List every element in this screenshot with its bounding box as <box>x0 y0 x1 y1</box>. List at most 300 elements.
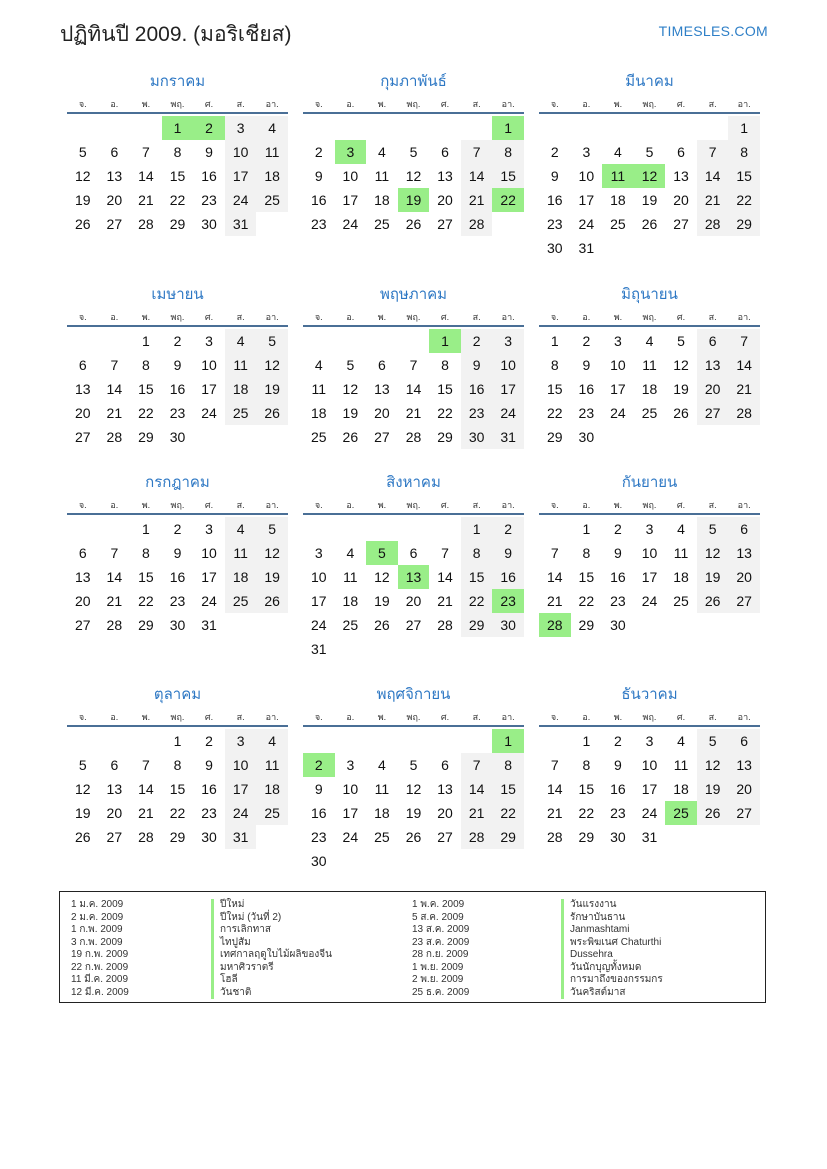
weekday-label: อา. <box>737 312 751 322</box>
day-cell: 7 <box>461 140 493 164</box>
weekday-label: อ. <box>346 712 355 722</box>
month-name: ธันวาคม <box>621 686 678 703</box>
day-cell: 1 <box>582 733 591 749</box>
weekday-label: จ. <box>550 99 559 109</box>
legend-holiday-name: ปีใหม่ <box>220 899 245 910</box>
legend-holiday-name: Dussehra <box>570 949 613 960</box>
day-cell: 15 <box>578 781 595 797</box>
day-cell: 6 <box>677 144 685 160</box>
day-cell: 29 <box>437 429 453 445</box>
day-cell: 29 <box>728 212 760 236</box>
weekday-label: พ. <box>613 99 623 109</box>
weekday-label: ศ. <box>676 99 686 109</box>
weekday-label: พฤ. <box>406 712 421 722</box>
day-cell: 26 <box>256 401 288 425</box>
day-cell: 2 <box>205 733 213 749</box>
day-cell: 29 <box>461 613 493 637</box>
weekday-header <box>67 98 288 114</box>
weekday-label: พฤ. <box>642 99 657 109</box>
day-cell: 14 <box>546 569 563 585</box>
day-cell: 26 <box>405 829 422 845</box>
day-cell: 1 <box>461 517 493 541</box>
day-cell: 24 <box>610 405 626 421</box>
day-cell: 7 <box>142 144 150 160</box>
day-cell: 17 <box>310 593 327 609</box>
day-cell: 23 <box>610 805 626 821</box>
day-cell: 17 <box>201 569 217 585</box>
day-cell: 12 <box>256 353 288 377</box>
weekday-label: จ. <box>314 500 323 510</box>
weekday-label: อา. <box>265 712 279 722</box>
day-cell: 8 <box>441 357 449 373</box>
day-cell: 24 <box>310 617 327 633</box>
weekday-label: อา. <box>737 99 751 109</box>
day-cell: 27 <box>728 589 760 613</box>
day-cell: 28 <box>461 825 493 849</box>
legend-holiday-name: โฮลี <box>220 974 238 985</box>
day-cell: 6 <box>441 757 449 773</box>
weekday-header <box>539 311 760 327</box>
day-cell: 26 <box>405 216 422 232</box>
day-cell: 25 <box>641 405 658 421</box>
day-cell: 28 <box>138 829 154 845</box>
day-cell: 13 <box>728 541 760 565</box>
day-cell: 13 <box>728 753 760 777</box>
day-cell: 18 <box>374 192 390 208</box>
day-cell: 6 <box>110 757 119 773</box>
weekday-label: อา. <box>501 312 515 322</box>
weekday-label: ศ. <box>440 712 450 722</box>
holiday-day-cell: 2 <box>193 116 225 140</box>
day-cell: 18 <box>256 777 288 801</box>
day-cell: 27 <box>106 829 123 845</box>
day-cell: 15 <box>728 164 760 188</box>
holiday-day-cell: 2 <box>303 753 335 777</box>
day-cell: 8 <box>582 545 591 561</box>
weekday-label: อ. <box>346 99 355 109</box>
day-cell: 3 <box>205 521 213 537</box>
day-cell: 4 <box>614 144 622 160</box>
day-cell: 27 <box>74 429 91 445</box>
day-cell: 13 <box>673 168 689 184</box>
day-cell: 11 <box>225 353 257 377</box>
day-cell: 7 <box>550 757 559 773</box>
day-cell: 10 <box>641 545 658 561</box>
day-cell: 6 <box>728 729 760 753</box>
day-cell: 26 <box>641 216 658 232</box>
day-cell: 31 <box>641 829 658 845</box>
day-cell: 13 <box>74 381 91 397</box>
weekday-header <box>67 499 288 515</box>
weekday-label: อ. <box>110 99 119 109</box>
day-cell: 7 <box>110 357 119 373</box>
day-cell: 4 <box>677 521 685 537</box>
day-cell: 17 <box>225 164 257 188</box>
day-cell: 11 <box>311 381 327 397</box>
weekday-label: ส. <box>708 312 717 322</box>
day-cell: 4 <box>677 733 685 749</box>
day-cell: 22 <box>546 405 563 421</box>
day-cell: 15 <box>138 381 154 397</box>
weekday-label: ส. <box>472 99 481 109</box>
day-cell: 25 <box>342 617 359 633</box>
holiday-day-cell: 22 <box>492 188 524 212</box>
day-cell: 18 <box>673 569 689 585</box>
day-cell: 21 <box>728 377 760 401</box>
day-cell: 16 <box>492 565 524 589</box>
weekday-label: อา. <box>265 99 279 109</box>
day-cell: 22 <box>728 188 760 212</box>
day-cell: 19 <box>374 593 390 609</box>
legend-holiday-name: Janmashtami <box>570 924 630 935</box>
day-cell: 27 <box>106 216 123 232</box>
weekday-label: จ. <box>78 99 87 109</box>
day-cell: 15 <box>138 569 154 585</box>
day-cell: 4 <box>314 357 323 373</box>
day-cell: 27 <box>374 429 390 445</box>
holiday-day-cell: 28 <box>539 613 571 637</box>
weekday-label: อ. <box>110 712 119 722</box>
day-cell: 17 <box>225 777 257 801</box>
day-cell: 20 <box>673 192 689 208</box>
day-cell: 9 <box>173 357 182 373</box>
holiday-day-cell: 19 <box>398 188 430 212</box>
day-cell: 20 <box>728 777 760 801</box>
legend-date: 1 ม.ค. 2009 <box>71 899 124 910</box>
holiday-day-cell: 5 <box>366 541 398 565</box>
month-name: ตุลาคม <box>153 686 202 703</box>
month-name: สิงหาคม <box>386 474 441 491</box>
month-name: กรกฎาคม <box>145 474 210 491</box>
day-cell: 19 <box>405 805 422 821</box>
day-cell: 26 <box>697 589 729 613</box>
day-cell: 3 <box>582 144 591 160</box>
day-cell: 22 <box>169 805 186 821</box>
day-cell: 27 <box>673 216 689 232</box>
day-cell: 16 <box>546 192 563 208</box>
day-cell: 12 <box>405 168 422 184</box>
day-cell: 23 <box>201 192 217 208</box>
month-block <box>67 285 288 477</box>
day-cell: 3 <box>225 116 257 140</box>
month-days <box>539 515 760 665</box>
weekday-label: อ. <box>110 312 119 322</box>
day-cell: 10 <box>225 140 257 164</box>
weekday-header <box>67 711 288 727</box>
day-cell: 13 <box>106 781 123 797</box>
weekday-label: อ. <box>582 99 591 109</box>
day-cell: 24 <box>225 801 257 825</box>
day-cell: 21 <box>138 192 154 208</box>
weekday-header <box>303 499 524 515</box>
day-cell: 11 <box>225 541 257 565</box>
day-cell: 16 <box>461 377 493 401</box>
weekday-label: ส. <box>236 712 245 722</box>
day-cell: 4 <box>346 545 355 561</box>
day-cell: 9 <box>492 541 524 565</box>
day-cell: 1 <box>550 333 559 349</box>
day-cell: 5 <box>78 757 87 773</box>
day-cell: 28 <box>437 617 453 633</box>
day-cell: 30 <box>610 829 626 845</box>
day-cell: 16 <box>169 569 186 585</box>
weekday-label: อา. <box>737 712 751 722</box>
day-cell: 18 <box>310 405 327 421</box>
day-cell: 29 <box>138 429 154 445</box>
day-cell: 15 <box>492 777 524 801</box>
day-cell: 24 <box>641 805 658 821</box>
month-name: มิถุนายน <box>621 286 678 303</box>
month-block <box>67 72 288 264</box>
day-cell: 19 <box>256 565 288 589</box>
day-cell: 25 <box>310 429 327 445</box>
day-cell: 13 <box>106 168 123 184</box>
day-cell: 17 <box>201 381 217 397</box>
weekday-label: อ. <box>110 500 119 510</box>
weekday-label: พฤ. <box>406 500 421 510</box>
day-cell: 20 <box>374 405 390 421</box>
month-block <box>303 685 524 877</box>
day-cell: 16 <box>578 381 595 397</box>
day-cell: 24 <box>342 216 359 232</box>
day-cell: 6 <box>409 545 418 561</box>
day-cell: 15 <box>169 168 186 184</box>
weekday-label: พ. <box>613 500 623 510</box>
day-cell: 12 <box>673 357 689 373</box>
holiday-day-cell: 25 <box>665 801 697 825</box>
day-cell: 18 <box>673 781 689 797</box>
day-cell: 30 <box>169 617 186 633</box>
day-cell: 15 <box>492 164 524 188</box>
weekday-label: อ. <box>346 312 355 322</box>
weekday-label: พ. <box>377 500 387 510</box>
day-cell: 29 <box>138 617 154 633</box>
day-cell: 23 <box>169 593 186 609</box>
day-cell: 3 <box>314 545 323 561</box>
day-cell: 22 <box>492 801 524 825</box>
weekday-label: จ. <box>550 712 559 722</box>
legend-date: 3 ก.พ. 2009 <box>71 936 123 948</box>
day-cell: 7 <box>409 357 418 373</box>
weekday-label: จ. <box>78 312 87 322</box>
weekday-label: อ. <box>346 500 355 510</box>
legend-date: 28 ก.ย. 2009 <box>412 949 469 960</box>
day-cell: 9 <box>173 545 182 561</box>
day-cell: 17 <box>342 805 359 821</box>
day-cell: 14 <box>106 569 123 585</box>
day-cell: 10 <box>641 757 658 773</box>
holiday-day-cell: 3 <box>335 140 367 164</box>
month-days <box>67 114 288 264</box>
day-cell: 23 <box>461 401 493 425</box>
day-cell: 5 <box>256 329 288 353</box>
day-cell: 12 <box>256 541 288 565</box>
day-cell: 26 <box>673 405 689 421</box>
weekday-label: พ. <box>377 99 387 109</box>
weekday-label: ศ. <box>204 312 214 322</box>
legend-left-dates <box>71 899 129 999</box>
day-cell: 10 <box>342 781 359 797</box>
legend-holiday-name: วันแรงงาน <box>570 899 617 910</box>
day-cell: 27 <box>697 401 729 425</box>
holiday-day-cell: 1 <box>492 116 524 140</box>
day-cell: 9 <box>314 781 323 797</box>
day-cell: 2 <box>550 144 559 160</box>
legend-date: 1 พ.ย. 2009 <box>412 961 464 973</box>
day-cell: 20 <box>437 805 453 821</box>
day-cell: 10 <box>225 753 257 777</box>
day-cell: 12 <box>74 168 91 184</box>
day-cell: 29 <box>578 829 595 845</box>
weekday-label: อ. <box>582 500 591 510</box>
day-cell: 26 <box>74 829 91 845</box>
holiday-day-cell: 11 <box>602 164 634 188</box>
month-days <box>303 114 524 264</box>
month-days <box>67 727 288 877</box>
weekday-label: อา. <box>265 312 279 322</box>
day-cell: 8 <box>550 357 559 373</box>
day-cell: 10 <box>342 168 359 184</box>
day-cell: 2 <box>492 517 524 541</box>
day-cell: 23 <box>610 593 626 609</box>
day-cell: 21 <box>546 593 563 609</box>
day-cell: 24 <box>201 593 217 609</box>
day-cell: 30 <box>201 829 217 845</box>
weekday-label: พ. <box>377 712 387 722</box>
day-cell: 1 <box>142 521 150 537</box>
day-cell: 6 <box>110 144 119 160</box>
day-cell: 14 <box>546 781 563 797</box>
weekday-label: อา. <box>265 500 279 510</box>
weekday-label: ศ. <box>204 500 214 510</box>
day-cell: 29 <box>546 429 563 445</box>
brand-link[interactable]: TIMESLES.COM <box>658 23 768 39</box>
day-cell: 7 <box>441 545 449 561</box>
day-cell: 4 <box>256 729 288 753</box>
day-cell: 18 <box>342 593 359 609</box>
month-block <box>539 72 760 264</box>
day-cell: 30 <box>546 240 563 256</box>
month-days <box>539 114 760 264</box>
day-cell: 30 <box>201 216 217 232</box>
month-name: กันยายน <box>621 474 678 491</box>
day-cell: 24 <box>342 829 359 845</box>
weekday-label: พฤ. <box>406 312 421 322</box>
day-cell: 12 <box>374 569 390 585</box>
weekday-header <box>539 98 760 114</box>
day-cell: 14 <box>697 164 729 188</box>
day-cell: 22 <box>138 593 154 609</box>
day-cell: 24 <box>578 216 595 232</box>
day-cell: 18 <box>256 164 288 188</box>
weekday-label: ศ. <box>440 312 450 322</box>
day-cell: 2 <box>614 521 622 537</box>
weekday-label: ส. <box>708 500 717 510</box>
day-cell: 26 <box>374 617 390 633</box>
day-cell: 16 <box>169 381 186 397</box>
day-cell: 22 <box>578 593 595 609</box>
weekday-label: พ. <box>141 312 151 322</box>
holiday-legend <box>59 891 766 1003</box>
day-cell: 27 <box>437 829 453 845</box>
day-cell: 15 <box>437 381 453 397</box>
day-cell: 9 <box>614 757 622 773</box>
day-cell: 28 <box>405 429 422 445</box>
day-cell: 10 <box>492 353 524 377</box>
day-cell: 21 <box>138 805 154 821</box>
day-cell: 9 <box>314 168 323 184</box>
day-cell: 27 <box>728 801 760 825</box>
day-cell: 16 <box>201 168 217 184</box>
legend-holiday-name: การเลิกทาส <box>220 924 271 935</box>
day-cell: 31 <box>310 641 327 657</box>
legend-holiday-name: วันชาติ <box>220 986 252 998</box>
legend-left-names <box>211 899 332 999</box>
day-cell: 12 <box>697 753 729 777</box>
day-cell: 22 <box>437 405 453 421</box>
holiday-day-cell: 1 <box>162 116 194 140</box>
day-cell: 14 <box>728 353 760 377</box>
day-cell: 10 <box>610 357 626 373</box>
day-cell: 28 <box>138 216 154 232</box>
day-cell: 28 <box>728 401 760 425</box>
day-cell: 10 <box>310 569 327 585</box>
day-cell: 31 <box>201 617 217 633</box>
day-cell: 13 <box>437 781 453 797</box>
day-cell: 6 <box>441 144 449 160</box>
day-cell: 23 <box>578 405 595 421</box>
day-cell: 21 <box>461 801 493 825</box>
day-cell: 16 <box>610 569 626 585</box>
day-cell: 8 <box>173 757 182 773</box>
weekday-label: พฤ. <box>642 500 657 510</box>
day-cell: 30 <box>461 425 493 449</box>
day-cell: 12 <box>342 381 359 397</box>
day-cell: 9 <box>614 545 622 561</box>
page-title: ปฏิทินปี 2009. (มอริเชียส) <box>60 23 292 46</box>
weekday-label: ศ. <box>676 500 686 510</box>
weekday-label: อา. <box>501 99 515 109</box>
day-cell: 23 <box>310 216 327 232</box>
legend-date: 25 ธ.ค. 2009 <box>412 986 470 998</box>
day-cell: 21 <box>437 593 453 609</box>
weekday-label: พฤ. <box>170 312 185 322</box>
weekday-label: ส. <box>708 712 717 722</box>
weekday-label: พฤ. <box>642 312 657 322</box>
weekday-header <box>303 98 524 114</box>
legend-holiday-name: รักษาบันธาน <box>570 911 626 923</box>
day-cell: 2 <box>173 521 182 537</box>
day-cell: 17 <box>641 569 658 585</box>
legend-holiday-name: พระพิฆเนศ Chaturthi <box>570 936 662 948</box>
day-cell: 23 <box>546 216 563 232</box>
day-cell: 14 <box>106 381 123 397</box>
day-cell: 25 <box>610 216 626 232</box>
holiday-day-cell: 1 <box>492 729 524 753</box>
weekday-label: ศ. <box>676 712 686 722</box>
day-cell: 1 <box>173 733 182 749</box>
day-cell: 18 <box>641 381 658 397</box>
day-cell: 24 <box>641 593 658 609</box>
day-cell: 8 <box>173 144 182 160</box>
day-cell: 26 <box>74 216 91 232</box>
day-cell: 25 <box>374 216 390 232</box>
day-cell: 30 <box>578 429 595 445</box>
day-cell: 25 <box>256 801 288 825</box>
weekday-label: พฤ. <box>406 99 421 109</box>
weekday-label: ศ. <box>204 99 214 109</box>
weekday-label: จ. <box>314 99 323 109</box>
